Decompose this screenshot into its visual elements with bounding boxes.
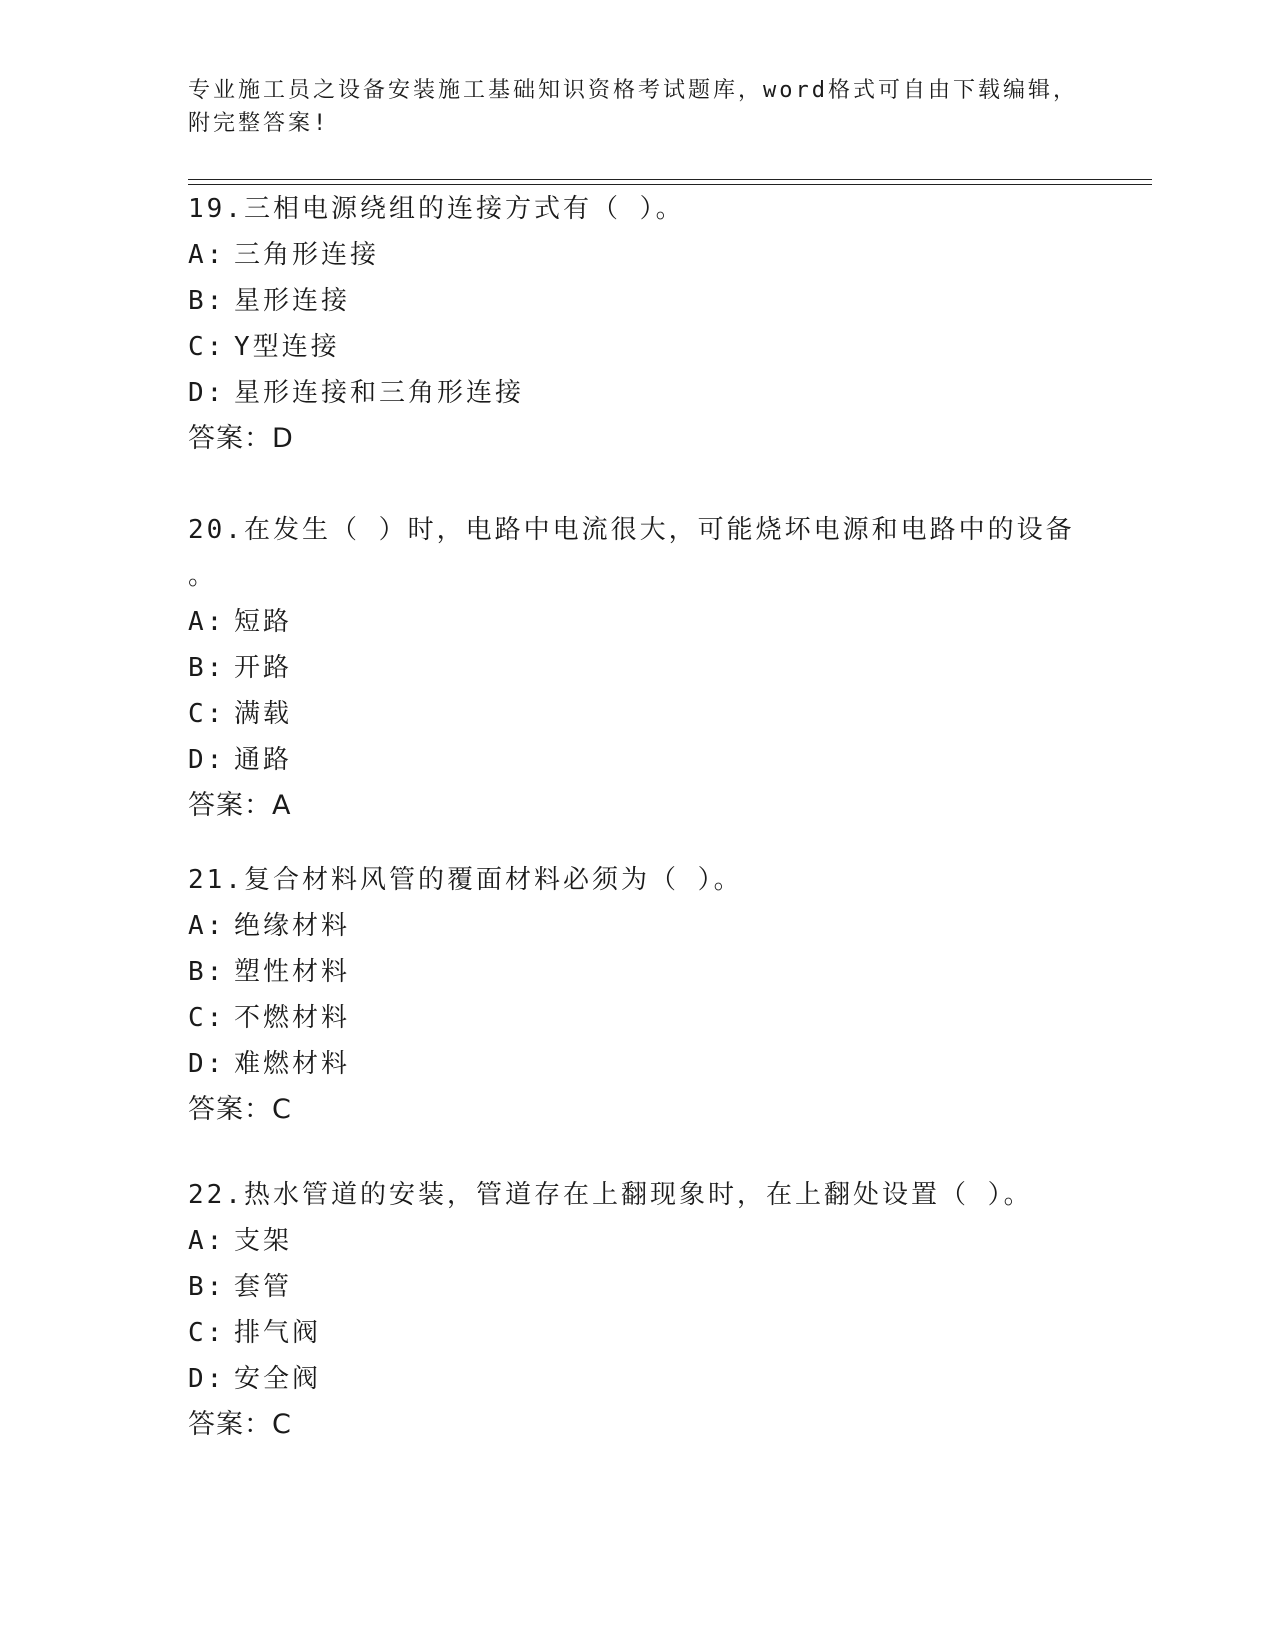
answer-line: 答案：C [188,1409,292,1440]
question-stem: 22.热水管道的安装，管道存在上翻现象时，在上翻处设置（ ）。 [188,1180,1033,1210]
option-d [188,1041,1088,1087]
option-a [188,1218,1088,1264]
answer-line: 答案：D [188,423,294,454]
option-letter: B: [188,653,226,683]
question-stem: 19.三相电源绕组的连接方式有（ ）。 [188,194,685,224]
document-header [188,74,1088,140]
option-text: 安全阀 [234,1364,322,1394]
option-letter: D: [188,378,226,408]
option-a [188,599,1088,645]
question-21 [188,857,1088,1133]
question-stem [188,507,1088,599]
option-text: 星形连接和三角形连接 [234,378,525,408]
option-c [188,1310,1088,1356]
option-b [188,645,1088,691]
option-text: 绝缘材料 [234,911,351,941]
option-letter: C: [188,332,226,362]
option-letter: C: [188,1003,226,1033]
option-letter: C: [188,699,226,729]
question-20 [188,507,1088,829]
option-letter: A: [188,1226,226,1256]
option-text: 排气阀 [234,1318,322,1348]
option-text: 短路 [234,607,293,637]
option-b [188,278,1088,324]
option-c [188,324,1088,370]
header-line-1: 专业施工员之设备安装施工基础知识资格考试题库，word格式可自由下载编辑， [188,78,1078,103]
header-line-2: 附完整答案! [188,111,330,136]
option-d [188,370,1088,416]
option-c [188,995,1088,1041]
option-letter: B: [188,957,226,987]
option-letter: D: [188,1049,226,1079]
option-d [188,1356,1088,1402]
option-c [188,691,1088,737]
option-b [188,949,1088,995]
option-text: 三角形连接 [234,240,380,270]
option-letter: D: [188,1364,226,1394]
option-text: 难燃材料 [234,1049,351,1079]
question-stem-wrap: 。 [188,561,218,591]
option-text: 套管 [234,1272,293,1302]
option-b [188,1264,1088,1310]
answer-line: 答案：A [188,790,292,821]
question-22 [188,1172,1088,1448]
option-text: 满载 [234,699,293,729]
option-letter: A: [188,911,226,941]
option-a [188,903,1088,949]
option-letter: A: [188,607,226,637]
header-divider-bottom [188,184,1152,185]
option-letter: D: [188,745,226,775]
option-letter: B: [188,286,226,316]
header-divider-top [188,179,1152,180]
question-stem-line: 20.在发生（ ）时，电路中电流很大，可能烧坏电源和电路中的设备 [188,515,1075,545]
option-letter: A: [188,240,226,270]
answer-line: 答案：C [188,1094,292,1125]
option-text: 不燃材料 [234,1003,351,1033]
option-text: 塑性材料 [234,957,351,987]
option-a [188,232,1088,278]
question-19 [188,186,1088,462]
question-stem: 21.复合材料风管的覆面材料必须为（ ）。 [188,865,743,895]
option-text: 支架 [234,1226,293,1256]
option-letter: C: [188,1318,226,1348]
option-text: Y型连接 [234,332,340,362]
option-letter: B: [188,1272,226,1302]
option-text: 通路 [234,745,293,775]
option-d [188,737,1088,783]
option-text: 星形连接 [234,286,351,316]
option-text: 开路 [234,653,293,683]
